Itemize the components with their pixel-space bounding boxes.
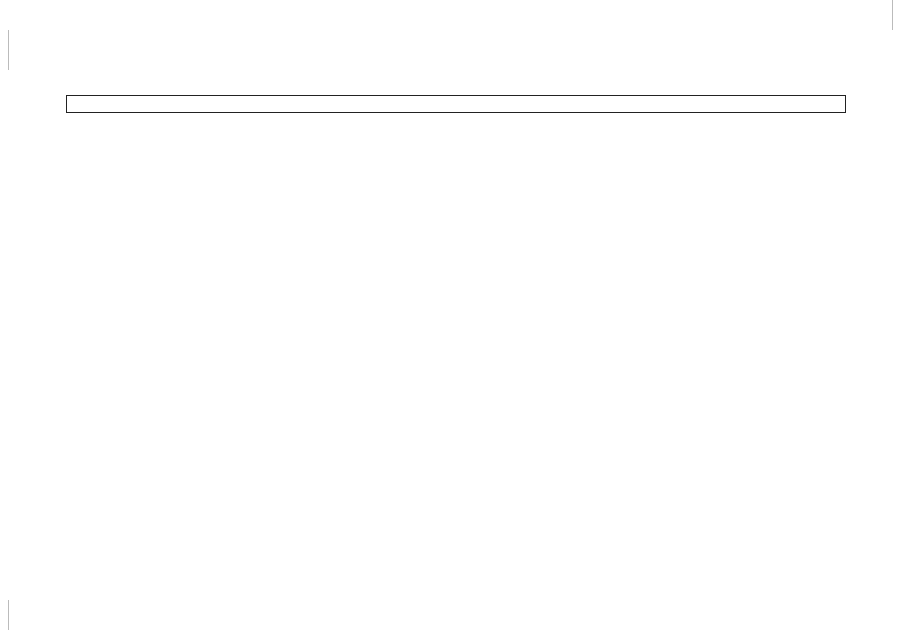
scan-mark	[892, 0, 893, 30]
scan-mark	[8, 30, 9, 70]
table-header-row	[66, 95, 846, 113]
scan-mark	[8, 600, 9, 630]
